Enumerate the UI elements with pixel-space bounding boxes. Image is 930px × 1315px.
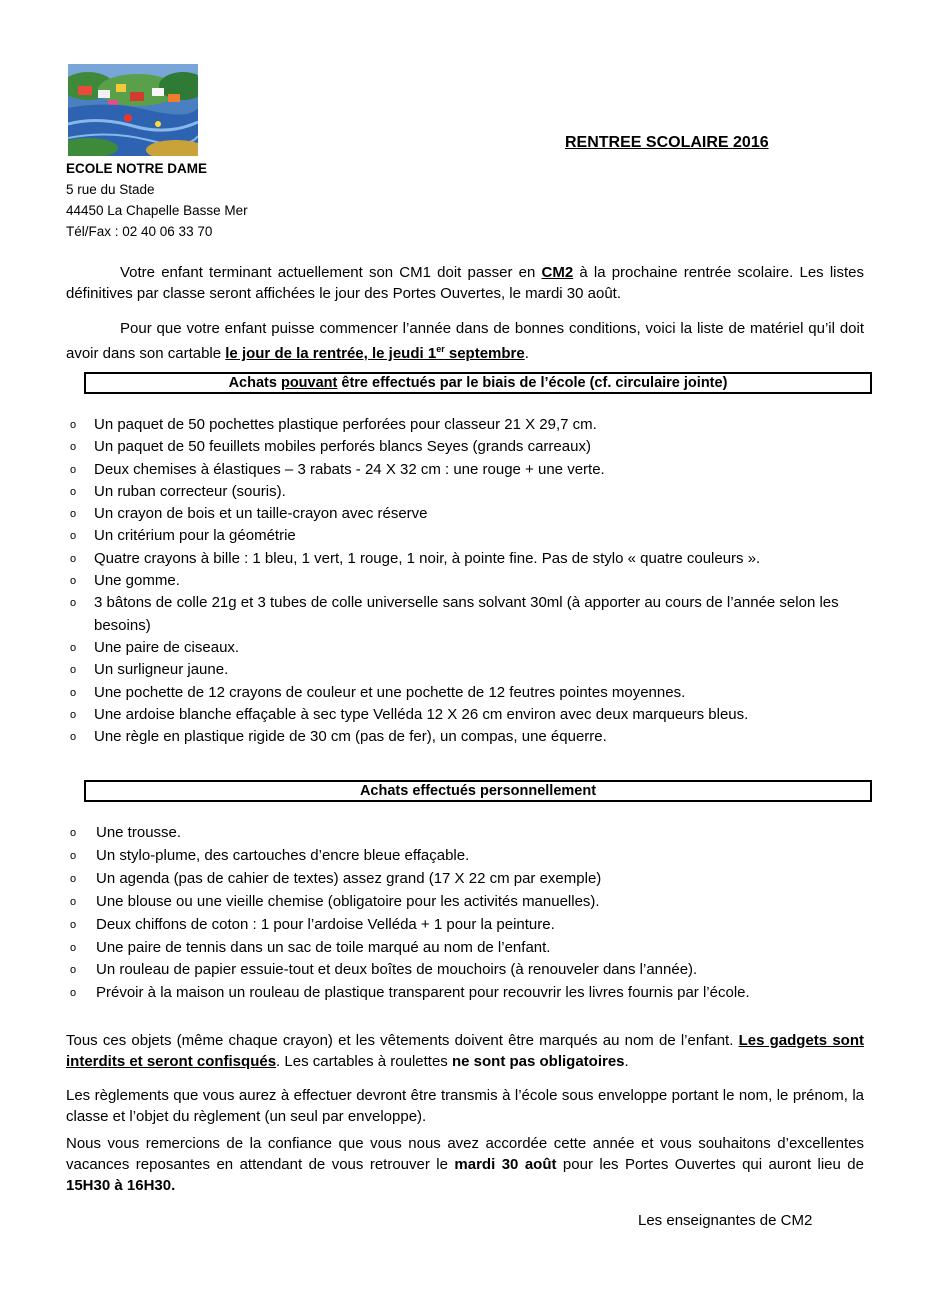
school-name: ECOLE NOTRE DAME bbox=[66, 161, 208, 176]
list-item: o Une gomme. bbox=[70, 572, 180, 590]
list-item: o 3 bâtons de colle 21g et 3 tubes de colle universelle sans solvant 30ml (à apporter au cours de l’année selon les besoins) bbox=[70, 594, 839, 634]
list-item: o Une ardoise blanche effaçable à sec type Velléda 12 X 26 cm environ avec deux marqueurs bleus. bbox=[70, 705, 749, 723]
closing-paragraph-3: Nous vous remercions de la confiance que vous nous avez accordée cette année et vous souhaitons d’excellentes vacances reposantes en attendant de vous retrouver le mardi 30 août pour les Portes Ouvertes qui auront lieu de 15H30 à 16H30. bbox=[66, 1135, 864, 1194]
list-item: o Un rouleau de papier essuie-tout et deux boîtes de mouchoirs (à renouveler dans l’année). bbox=[70, 961, 698, 979]
list-item: o Un critérium pour la géométrie bbox=[70, 527, 296, 545]
start-date: le jour de la rentrée, le jeudi 1er septembre bbox=[225, 344, 525, 362]
school-street: 5 rue du Stade bbox=[66, 182, 155, 197]
personal-purchases-list bbox=[66, 822, 866, 1005]
list-item: o Une trousse. bbox=[70, 824, 182, 841]
intro-paragraph-2: Pour que votre enfant puisse commencer l’année dans de bonnes conditions, voici la liste de matériel qu’il doit avoir dans son cartable le jour de la rentrée, le jeudi 1er septembre. bbox=[66, 320, 864, 362]
list-item: o Une règle en plastique rigide de 30 cm (pas de fer), un compas, une équerre. bbox=[70, 728, 607, 746]
intro-paragraph-1: Votre enfant terminant actuellement son CM1 doit passer en CM2 à la prochaine rentrée scolaire. Les listes définitives par classe seront affichées le jour des Portes Ouvertes, le mardi 30 août. bbox=[66, 264, 864, 302]
section-personal-purchases-header: Achats effectués personnellement bbox=[84, 780, 872, 802]
school-address-block bbox=[66, 158, 248, 242]
school-logo-painting bbox=[68, 64, 198, 156]
list-item: o Un crayon de bois et un taille-crayon avec réserve bbox=[70, 505, 428, 523]
list-item: o Une pochette de 12 crayons de couleur et une pochette de 12 feutres pointes moyennes. bbox=[70, 683, 686, 701]
list-item: o Quatre crayons à bille : 1 bleu, 1 vert, 1 rouge, 1 noir, à pointe fine. Pas de stylo « quatre couleurs ». bbox=[70, 549, 761, 567]
list-item: o Deux chiffons de coton : 1 pour l’ardoise Velléda + 1 pour la peinture. bbox=[70, 915, 555, 933]
list-item: o Un stylo-plume, des cartouches d’encre bleue effaçable. bbox=[70, 846, 470, 864]
school-phone: Tél/Fax : 02 40 06 33 70 bbox=[66, 224, 213, 239]
list-item: o Un surligneur jaune. bbox=[70, 661, 229, 679]
closing-paragraph-1: Tous ces objets (même chaque crayon) et les vêtements doivent être marqués au nom de l’enfant. Les gadgets sont interdits et seront confisqués. Les cartables à roulettes ne sont pas obligatoires. bbox=[66, 1032, 864, 1070]
section-school-purchases-header: Achats pouvant être effectués par le biais de l’école (cf. circulaire jointe) bbox=[84, 372, 872, 394]
class-name: CM2 bbox=[541, 264, 574, 281]
school-city: 44450 La Chapelle Basse Mer bbox=[66, 203, 248, 218]
list-item: o Prévoir à la maison un rouleau de plastique transparent pour recouvrir les livres fournis par l’école. bbox=[70, 984, 750, 1002]
list-item: o Un ruban correcteur (souris). bbox=[70, 482, 286, 500]
school-purchases-list bbox=[66, 414, 866, 748]
closing-paragraph-2: Les règlements que vous aurez à effectuer devront être transmis à l’école sous enveloppe portant le nom, le prénom, la classe et l’objet du règlement (un seul par enveloppe). bbox=[66, 1087, 864, 1125]
signature: Les enseignantes de CM2 bbox=[638, 1212, 813, 1229]
document-title: RENTREE SCOLAIRE 2016 bbox=[565, 134, 769, 151]
list-item: o Deux chemises à élastiques – 3 rabats - 24 X 32 cm : une rouge + une verte. bbox=[70, 460, 605, 478]
list-item: o Un paquet de 50 pochettes plastique perforées pour classeur 21 X 29,7 cm. bbox=[70, 416, 597, 433]
list-item: o Une paire de tennis dans un sac de toile marqué au nom de l’enfant. bbox=[70, 938, 551, 956]
list-item: o Une paire de ciseaux. bbox=[70, 638, 240, 656]
list-item: o Une blouse ou une vieille chemise (obligatoire pour les activités manuelles). bbox=[70, 892, 600, 910]
list-item: o Un paquet de 50 feuillets mobiles perforés blancs Seyes (grands carreaux) bbox=[70, 438, 591, 456]
list-item: o Un agenda (pas de cahier de textes) assez grand (17 X 22 cm par exemple) bbox=[70, 869, 602, 887]
